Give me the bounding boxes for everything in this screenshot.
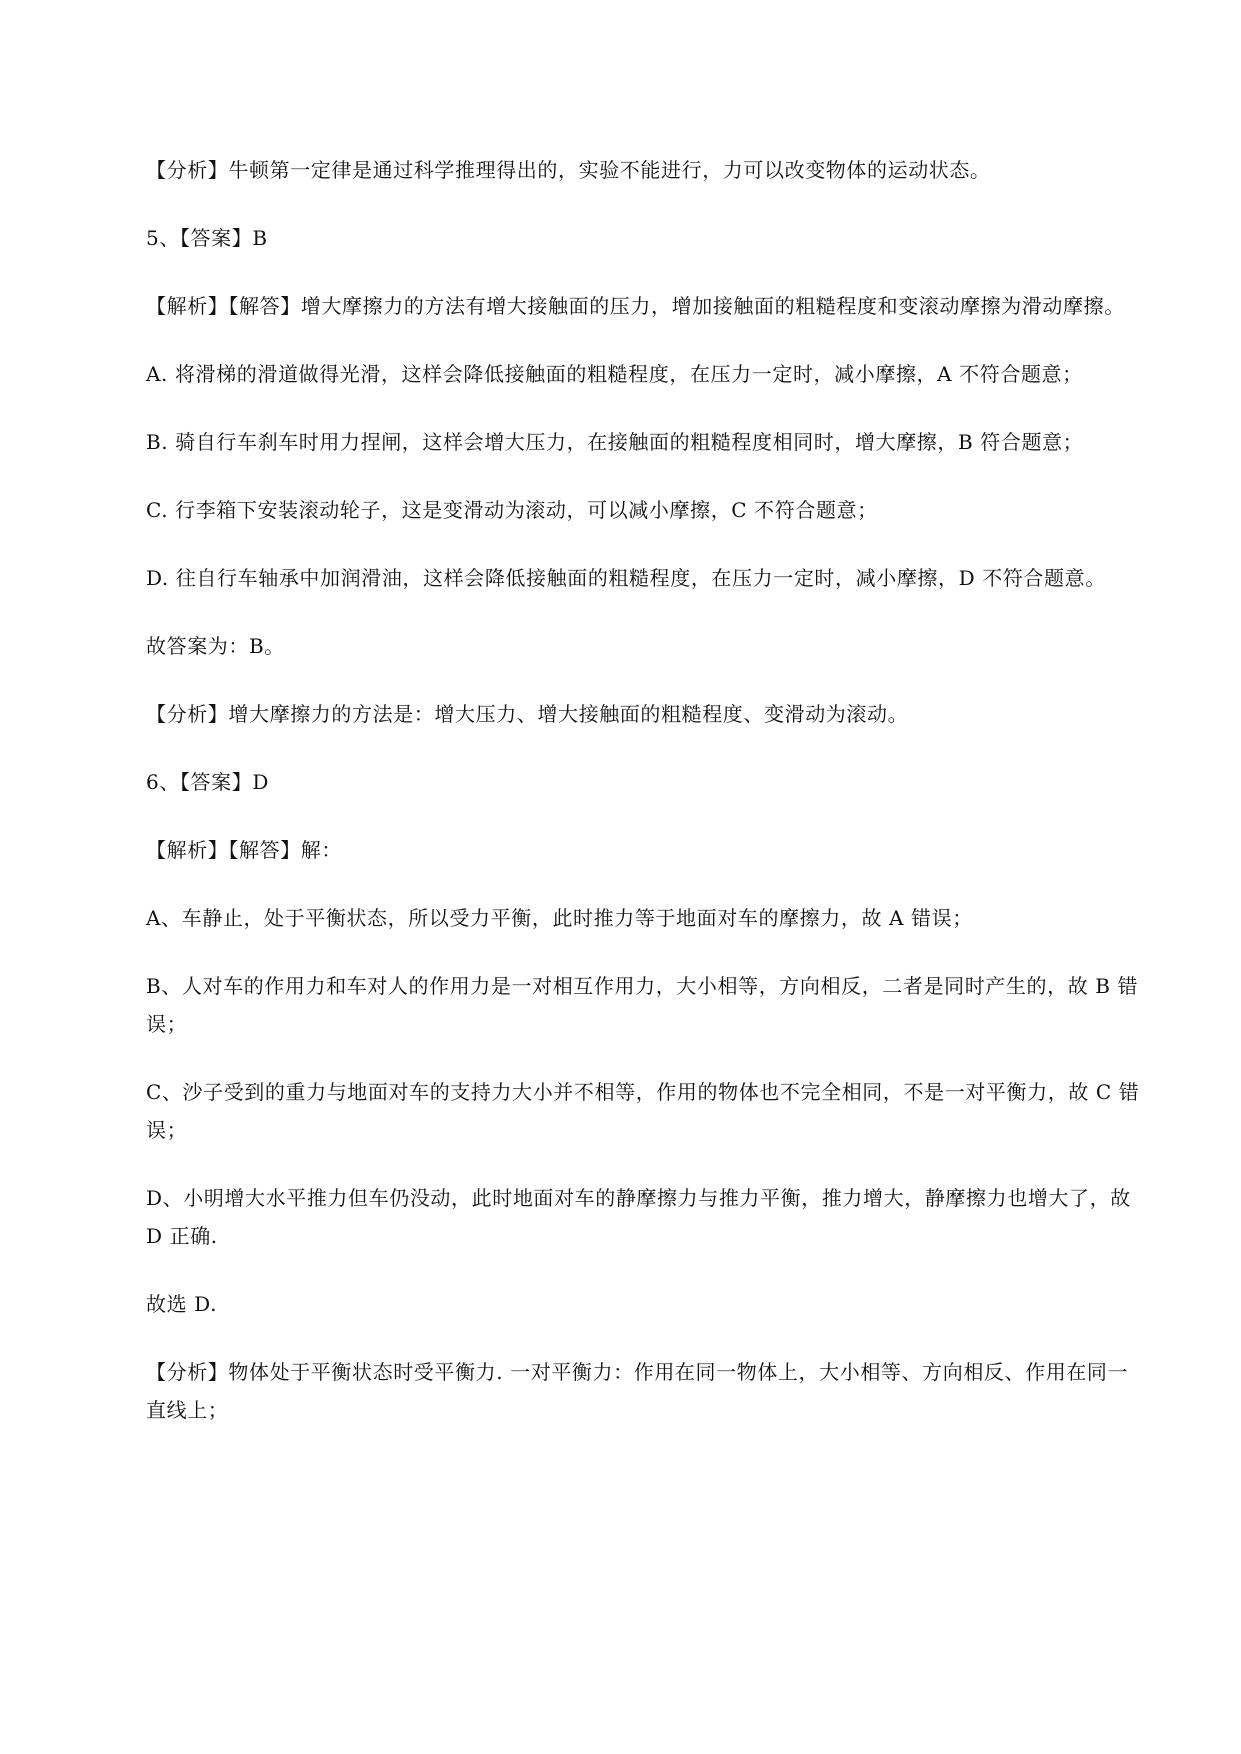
paragraph-option-a-q5: A. 将滑梯的滑道做得光滑，这样会降低接触面的粗糙程度，在压力一定时，减小摩擦，A 不符合题意；	[146, 362, 1083, 386]
paragraph-analysis-q6: 【分析】物体处于平衡状态时受平衡力. 一对平衡力：作用在同一物体上，大小相等、方向相反、作用在同一直线上；	[146, 1360, 1129, 1422]
paragraph-solution-q6: 【解析】【解答】解：	[146, 838, 342, 862]
paragraph-option-a-q6: A、车静止，处于平衡状态，所以受力平衡，此时推力等于地面对车的摩擦力，故 A 错误；	[146, 906, 973, 930]
paragraph-option-c-q5: C. 行李箱下安装滚动轮子，这是变滑动为滚动，可以减小摩擦，C 不符合题意；	[146, 498, 878, 522]
paragraph-analysis-q5: 【分析】增大摩擦力的方法是：增大压力、增大接触面的粗糙程度、变滑动为滚动。	[146, 702, 909, 726]
paragraph-answer-q5: 5、【答案】B	[146, 226, 268, 250]
paragraph-conclusion-q6: 故选 D.	[146, 1292, 218, 1316]
paragraph-analysis-q4: 【分析】牛顿第一定律是通过科学推理得出的，实验不能进行，力可以改变物体的运动状态。	[146, 158, 991, 182]
paragraph-option-d-q6: D、小明增大水平推力但车仍没动，此时地面对车的静摩擦力与推力平衡，推力增大，静摩擦力也增大了，故 D 正确.	[146, 1186, 1131, 1248]
paragraph-solution-q5: 【解析】【解答】增大摩擦力的方法有增大接触面的压力，增加接触面的粗糙程度和变滚动摩擦为滑动摩擦。	[146, 294, 1125, 318]
paragraph-option-d-q5: D. 往自行车轴承中加润滑油，这样会降低接触面的粗糙程度，在压力一定时，减小摩擦，D 不符合题意。	[146, 566, 1106, 590]
paragraph-answer-q6: 6、【答案】D	[146, 770, 269, 794]
paragraph-option-b-q6: B、人对车的作用力和车对人的作用力是一对相互作用力，大小相等，方向相反，二者是同时产生的，故 B 错误；	[146, 974, 1139, 1036]
paragraph-option-c-q6: C、沙子受到的重力与地面对车的支持力大小并不相等，作用的物体也不完全相同，不是一对平衡力，故 C 错误；	[146, 1080, 1140, 1142]
paragraph-option-b-q5: B. 骑自行车刹车时用力捏闸，这样会增大压力，在接触面的粗糙程度相同时，增大摩擦，B 符合题意；	[146, 430, 1084, 454]
document-body	[146, 151, 1146, 1459]
paragraph-conclusion-q5: 故答案为：B。	[146, 634, 285, 658]
